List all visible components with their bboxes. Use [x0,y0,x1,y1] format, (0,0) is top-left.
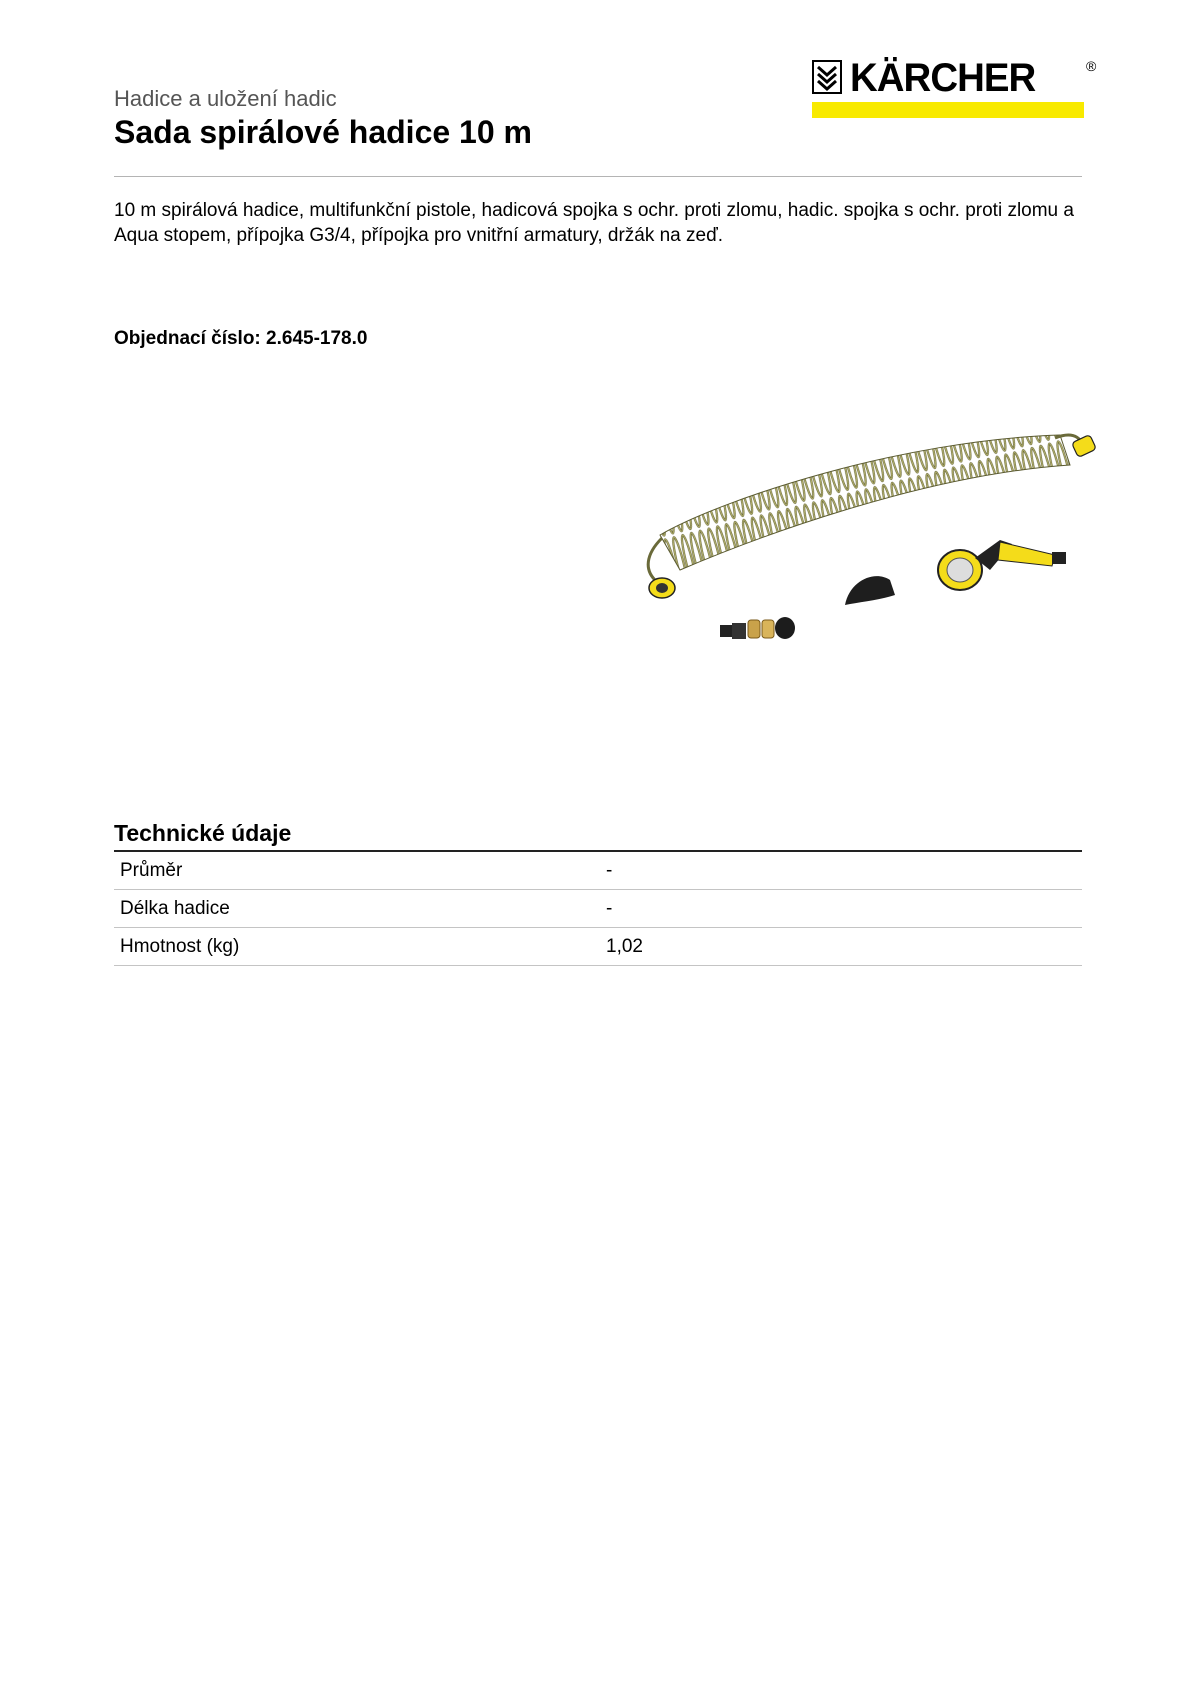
spec-value: - [600,851,1082,890]
order-number [114,328,367,350]
product-image [640,420,1110,670]
registered-mark: ® [1086,58,1097,74]
category-label: Hadice a uložení hadic [114,86,337,111]
table-row [114,928,1082,966]
spec-label: Průměr [114,851,600,890]
table-row [114,890,1082,928]
header-divider [114,176,1082,177]
karcher-emblem-icon [812,60,842,94]
order-number-value: 2.645-178.0 [266,328,368,349]
tech-specs-title: Technické údaje [114,820,292,846]
brand-logo [812,56,1102,120]
brand-yellow-bar [812,102,1084,118]
table-row [114,851,1082,890]
spray-gun-icon [938,540,1066,590]
brand-wordmark: KÄRCHER [850,56,1036,100]
tech-specs-table [114,850,1082,966]
product-description: 10 m spirálová hadice, multifunkční pistole, hadicová spojka s ochr. proti zlomu, hadic. spojka s ochr. proti zlomu a Aqua stopem, přípojka G3/4, přípojka pro vnitřní armatury, držák na zeď. [114,200,1074,246]
page-title: Sada spirálové hadice 10 m [114,114,532,150]
spec-value: 1,02 [600,928,1082,966]
spec-value: - [600,890,1082,928]
spec-label: Hmotnost (kg) [114,928,600,966]
wall-holder-icon [845,576,895,605]
spec-label: Délka hadice [114,890,600,928]
fittings-icon [720,617,795,639]
order-number-label: Objednací číslo: [114,328,261,349]
